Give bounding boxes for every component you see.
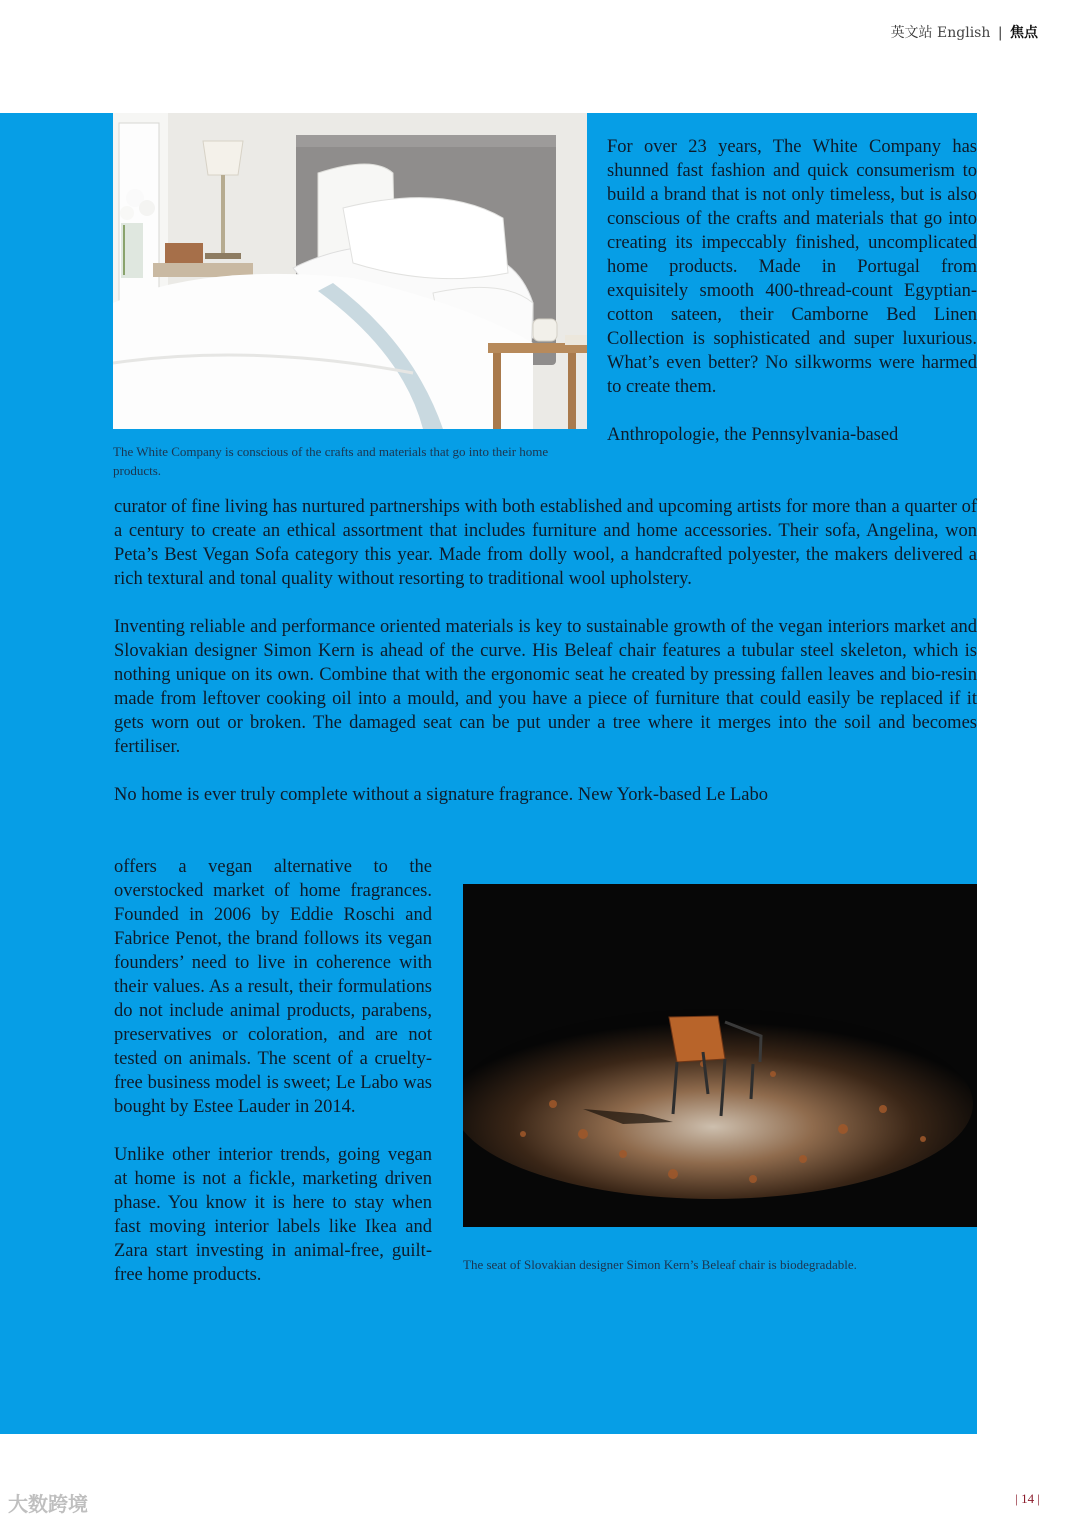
page-header	[891, 22, 1038, 42]
paragraph-5: Unlike other interior trends, going vegan at home is not a fickle, marketing driven phase. You know it is here to stay when fast moving interior labels like Ikea and Zara start investing in animal-free, guilt-free home products.	[114, 1145, 432, 1285]
article-left-column	[114, 855, 432, 1311]
article-paragraph-1	[607, 135, 977, 447]
paragraph-3: Inventing reliable and performance oriented materials is key to sustainable growth of the vegan interiors market and Slovakian designer Simon Kern is ahead of the curve. His Beleaf chair features a tubular steel skeleton, which is nothing unique on its own. Combine that with the ergonomic seat he created by pressing fallen leaves and bio-resin made from leftover cooking oil into a mould, and you have a piece of furniture that could easily be replaced if it gets worn out or broken. The damaged seat can be put under a tree where it merges into the soil and becomes fertiliser.	[114, 617, 977, 757]
paragraph-2-start: Anthropologie, the Pennsylvania-based	[607, 425, 899, 445]
paragraph-text: For over 23 years, The White Company has shunned fast fashion and quick consumerism to build a brand that is not only timeless, but is also conscious of the crafts and materials that go into creating its impeccably finished, uncomplicated home products. Made in Portugal from exquisitely smooth 400-thread-count Egyptian-cotton sateen, their Camborne Bed Linen Collection is sophisticated and super luxurious. What’s even better? No silkworms were harmed to create them.	[607, 137, 977, 397]
bedroom-photo-icon	[113, 113, 587, 429]
article-full-width	[114, 495, 977, 807]
header-english-label: English	[937, 25, 991, 41]
chair-caption: The seat of Slovakian designer Simon Kern’s Beleaf chair is biodegradable.	[463, 1257, 857, 1272]
paragraph-4-rest: offers a vegan alternative to the overstocked market of home fragrances. Founded in 2006 by Eddie Roschi and Fabrice Penot, the brand follows its vegan founders’ need to live in coherence with their values. As a result, their formulations do not include animal products, parabens, preservatives or coloration, and are not tested on animals. The scent of a cruelty-free business model is sweet; Le Labo was bought by Estee Lauder in 2014.	[114, 857, 432, 1117]
paragraph-4-start: No home is ever truly complete without a signature fragrance. New York-based Le Labo	[114, 785, 768, 805]
header-separator: |	[997, 25, 1003, 41]
header-section: 焦点	[1010, 25, 1038, 41]
paragraph-2-rest: curator of fine living has nurtured partnerships with both established and upcoming artists for more than a quarter of a century to create an ethical assortment that includes furniture and home accessories. Their sofa, Angelina, won Peta’s Best Vegan Sofa category this year. Made from dolly wool, a handcrafted polyester, the makers delivered a rich textural and tonal quality without resorting to traditional wool upholstery.	[114, 497, 977, 589]
chair-photo-icon	[463, 884, 977, 1227]
page-number: | 14 |	[1015, 1491, 1040, 1506]
watermark: 大数跨境	[8, 1492, 88, 1516]
header-chinese-label: 英文站	[890, 25, 933, 41]
bedroom-caption: The White Company is conscious of the crafts and materials that go into their home products.	[113, 444, 549, 478]
